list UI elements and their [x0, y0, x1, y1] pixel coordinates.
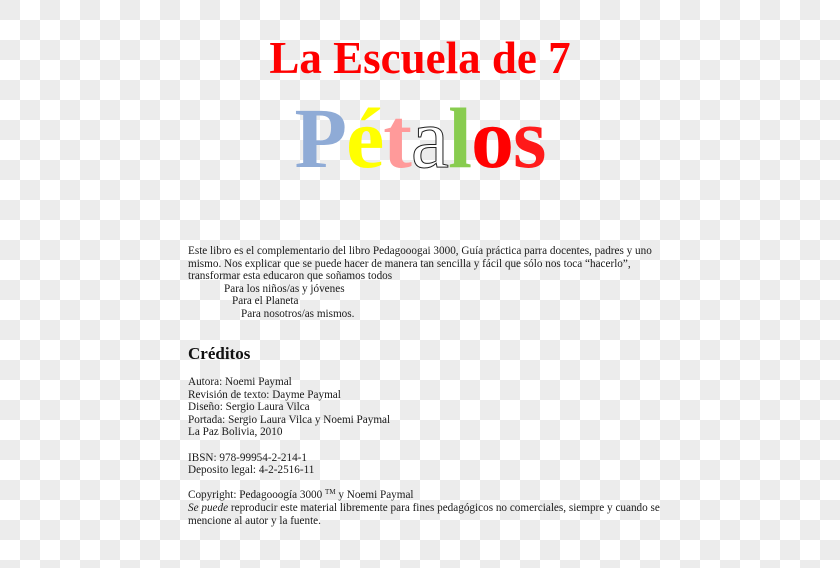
- credit-line: Revisión de texto: Dayme Paymal: [188, 388, 341, 401]
- credit-line: Autora: Noemi Paymal: [188, 376, 292, 388]
- license-italic: Se puede: [188, 501, 229, 514]
- license-text: reproducir este material libremente para fines pedagógicos no comerciales, siempre y cuando se: [228, 501, 660, 514]
- credits-heading: Créditos: [188, 344, 251, 363]
- intro-line: transformar esta educaron que soñamos todos: [188, 270, 393, 283]
- credit-line: La Paz Bolivia, 2010: [188, 426, 283, 439]
- license-line: [188, 502, 668, 515]
- intro-paragraph: [188, 245, 658, 321]
- intro-line: Este libro es el complementario del libro Pedagooogai 3000, Guía práctica parra docentes, padres y uno: [188, 245, 652, 257]
- license-line-2: mencione al autor y la fuente.: [188, 514, 321, 527]
- subtitle-letter-p: P: [294, 90, 347, 186]
- copyright-line: [188, 489, 668, 502]
- dedication-line: Para los niños/as y jóvenes: [224, 282, 345, 295]
- copyright-prefix: Copyright: Pedagooogía 3000: [188, 489, 326, 502]
- subtitle-letter-a: a: [410, 90, 449, 186]
- copyright-suffix: y Noemi Paymal: [335, 489, 414, 502]
- credit-line: Portada: Sergio Laura Vilca y Noemi Paymal: [188, 413, 391, 426]
- subtitle-letter-o: o: [470, 90, 513, 186]
- dedication-line: Para nosotros/as mismos.: [241, 307, 355, 320]
- subtitle-letter-t: t: [383, 90, 411, 186]
- subtitle-letter-l: l: [448, 90, 471, 186]
- credit-line: Diseño: Sergio Laura Vilca: [188, 401, 310, 414]
- subtitle-letter-s: s: [512, 90, 546, 186]
- ibsn-line: IBSN: 978-99954-2-214-1: [188, 451, 308, 464]
- intro-line: mismo. Nos explicar que se puede hacer de manera tan sencilla y fácil que sólo nos toca “hacerlo”,: [188, 257, 631, 270]
- subtitle-letter-e: é: [346, 90, 384, 186]
- document-title: La Escuela de 7: [269, 33, 571, 83]
- document-subtitle-petalos: [0, 92, 840, 184]
- dedication-line: Para el Planeta: [232, 295, 299, 308]
- spacer: [188, 477, 668, 490]
- deposito-line: Deposito legal: 4-2-2516-11: [188, 464, 315, 477]
- trademark-mark: TM: [325, 488, 336, 497]
- spacer: [188, 439, 668, 452]
- credits-block: [188, 376, 668, 527]
